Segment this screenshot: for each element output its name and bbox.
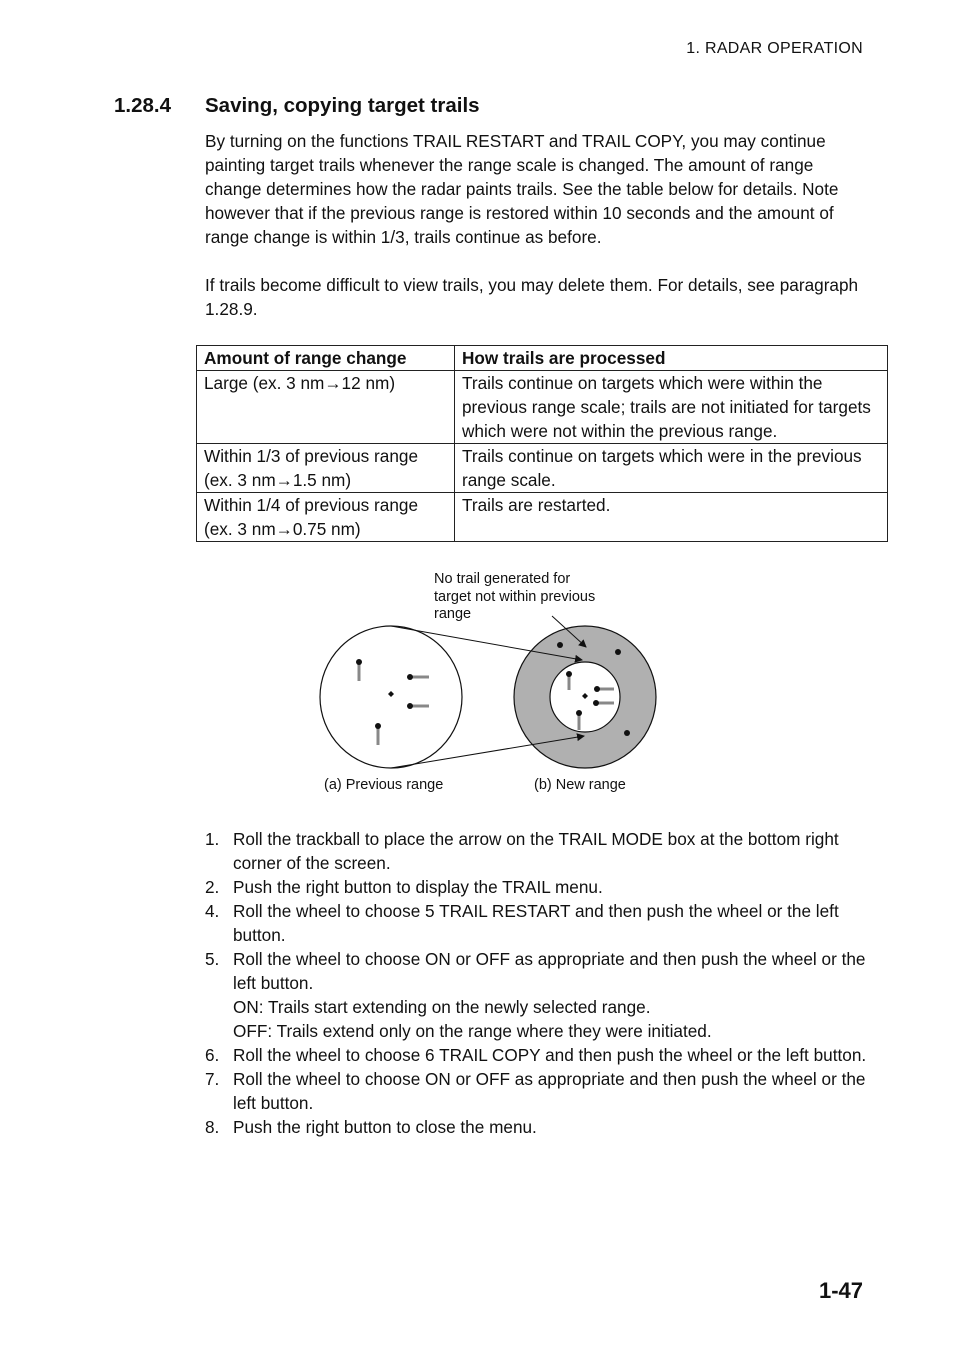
step-text: Roll the wheel to choose ON or OFF as appropriate and then push the wheel or the left button. [233,1069,866,1113]
step-text: Roll the wheel to choose ON or OFF as appropriate and then push the wheel or the left button. [233,949,866,993]
table-cell: Within 1/4 of previous range (ex. 3 nm→0.75 nm) [197,493,455,542]
table-row [197,493,888,542]
step-number: 8. [205,1117,220,1137]
target-dot [407,674,413,680]
table-cell: Within 1/3 of previous range (ex. 3 nm→1.5 nm) [197,444,455,493]
table-cell: Trails continue on targets which were in the previous range scale. [455,444,888,493]
section-title: Saving, copying target trails [205,94,480,117]
procedure-steps [205,827,871,1139]
step-number: 5. [205,949,220,969]
step-number: 6. [205,1045,220,1065]
figure-note: No trail generated for target not within previous range [434,571,596,622]
header-range-change: Amount of range change [197,346,455,371]
table-cell: Large (ex. 3 nm→12 nm) [197,371,455,444]
range-change-figure [300,565,680,805]
target-dot [594,686,600,692]
step-text: Roll the wheel to choose 5 TRAIL RESTART and then push the wheel or the left button. [233,901,839,945]
list-item [205,899,871,947]
table-cell: Trails are restarted. [455,493,888,542]
section-number: 1.28.4 [114,94,171,117]
target-dot [356,659,362,665]
page-number: 1-47 [818,1278,863,1303]
table-cell: Trails continue on targets which were within the previous range scale; trails are not initiated for targets which were not within the previous range. [455,371,888,444]
list-item [205,1115,871,1139]
step-sub-off: OFF: Trails extend only on the range where they were initiated. [233,1021,712,1041]
intro-paragraph: By turning on the functions TRAIL RESTART and TRAIL COPY, you may continue painting target trails whenever the range scale is changed. The amount of range change determines how the radar paints trails. See the table below for details. Note however that if the previous range is restored within 10 seconds and the amount of range change is within 1/3, trails continue as before. [205,131,839,247]
step-sub-on: ON: Trails start extending on the newly selected range. [233,997,651,1017]
step-text: Roll the wheel to choose 6 TRAIL COPY and then push the wheel or the left button. [233,1045,867,1065]
step-text: Push the right button to display the TRAIL menu. [233,877,603,897]
target-dot [566,671,572,677]
target-dot [576,710,582,716]
list-item [205,947,871,1043]
target-dot [407,703,413,709]
step-number: 2. [205,877,220,897]
list-item [205,827,871,875]
untracked-target-dot [615,649,621,655]
section-heading [114,94,480,118]
table-row [197,371,888,444]
caption-previous-range: (a) Previous range [324,777,444,793]
step-number: 4. [205,901,220,921]
table-row [197,444,888,493]
step-text: Push the right button to close the menu. [233,1117,537,1137]
running-header: 1. RADAR OPERATION [686,40,863,57]
target-dot [375,723,381,729]
list-item [205,875,871,899]
list-item [205,1043,871,1067]
target-dot [593,700,599,706]
step-number: 7. [205,1069,220,1089]
untracked-target-dot [624,730,630,736]
step-text: Roll the trackball to place the arrow on the TRAIL MODE box at the bottom right corner of the screen. [233,829,839,873]
list-item [205,1067,871,1115]
step-number: 1. [205,829,220,849]
untracked-target-dot [557,642,563,648]
delete-trails-paragraph: If trails become difficult to view trails, you may delete them. For details, see paragraph 1.28.9. [205,275,859,319]
header-trail-processing: How trails are processed [455,346,888,371]
table-header-row [197,346,888,371]
range-change-table [196,345,888,542]
caption-new-range: (b) New range [534,777,626,793]
